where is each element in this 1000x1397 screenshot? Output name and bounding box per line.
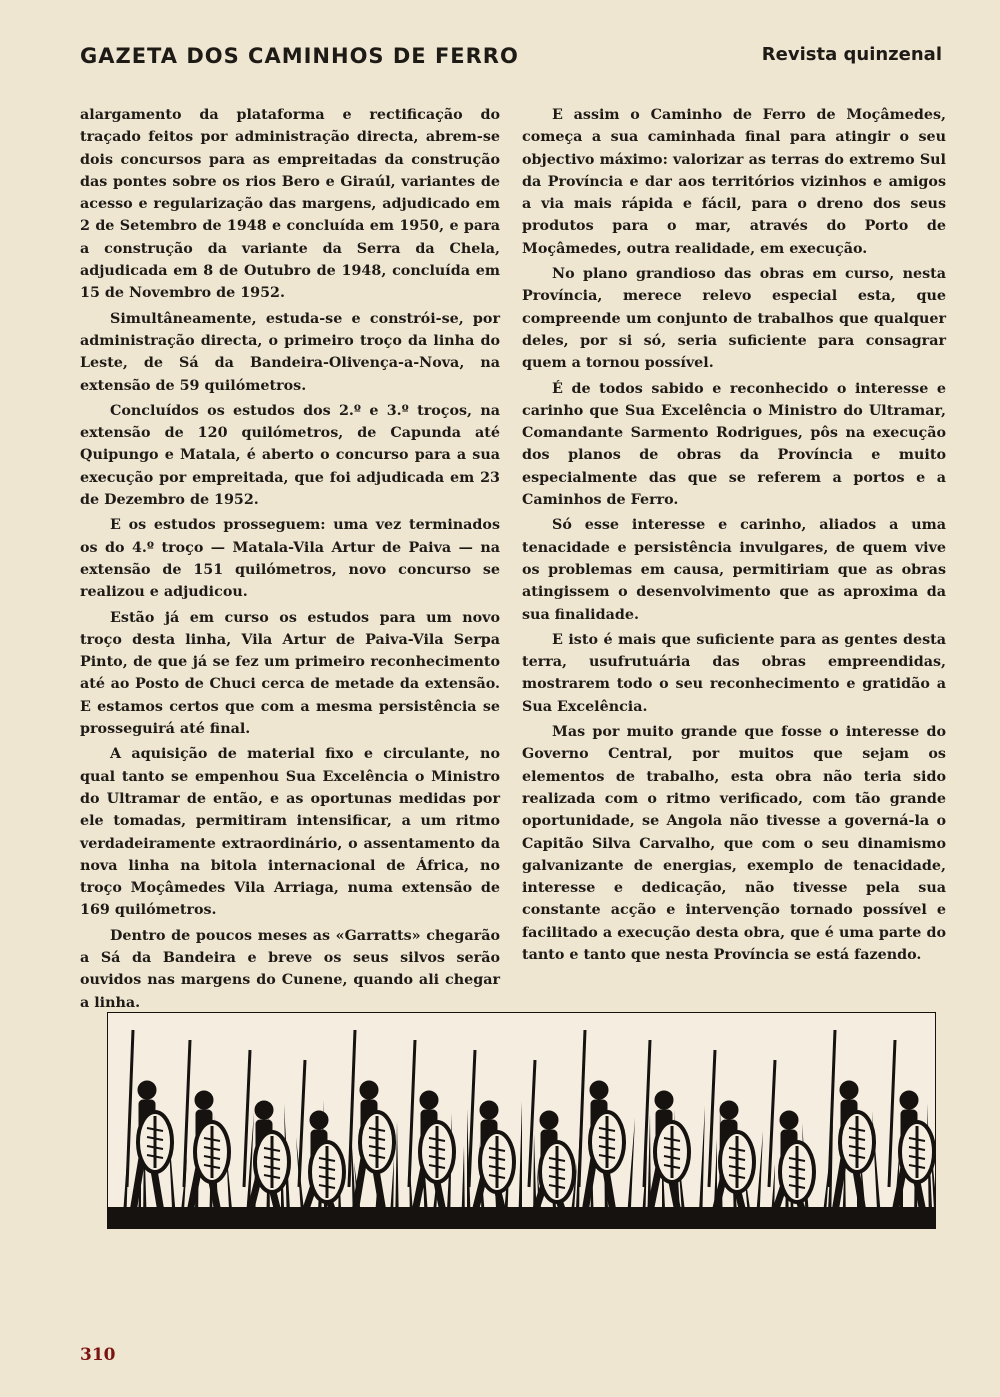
paragraph: A aquisição de material fixo e circulante, no qual tanto se empenhou Sua Excelência o Ministro do Ultramar de então, e as oportunas medidas por ele tomadas, permitiram intensificar, a um ritmo verdadeiramente extraordinário, o assentamento da nova linha na bitola internacional de África, no troço Moçâmedes Vila Arriaga, numa extensão de 169 quilómetros. [80,746,500,919]
publication-title: GAZETA DOS CAMINHOS DE FERRO [80,44,519,68]
paragraph: Concluídos os estudos dos 2.º e 3.º troços, na extensão de 120 quilómetros, de Capunda até Quipungo e Matala, é aberto o concurso para a sua execução por empreitada, que foi adjudicada em 23 de Dezembro de 1952. [80,402,500,509]
paragraph: Só esse interesse e carinho, aliados a uma tenacidade e persistência invulgares, de quem vive os problemas em causa, permitiriam que as obras atingissem o desenvolvimento que as aproxima da sua finalidade. [522,517,946,623]
paragraph: E isto é mais que suficiente para as gentes desta terra, usufrutuária das obras empreendidas, mostrarem todo o seu reconhecimento e gratidão a Sua Excelência. [522,631,946,715]
left-text-column [80,104,500,1017]
paragraph: Dentro de poucos meses as «Garratts» chegarão a Sá da Bandeira e breve os seus silvos serão ouvidos nas margens do Cunene, quando ali chegar a linha. [80,927,500,1011]
warriors-woodcut-image [107,1012,936,1229]
right-text-column [522,104,946,969]
paragraph: No plano grandioso das obras em curso, nesta Província, merece relevo especial esta, que compreende um conjunto de trabalhos que qualquer deles, por si só, seria suficiente para consagrar quem a tornou possível. [522,266,946,372]
woodcut-illustration [107,1012,936,1229]
paragraph: Mas por muito grande que fosse o interesse do Governo Central, por muitos que sejam os elementos de trabalho, esta obra não teria sido realizada com o ritmo verificado, com tão grande oportunidade, se Angola não tivesse a governá-la o Capitão Silva Carvalho, que com o seu dinamismo galvanizante de energias, exemplo de tenacidade, interesse e dedicação, não tivesse pela sua constante acção e intervenção tornado possível e facilitado a execução desta obra, que é uma parte do tanto e tanto que nesta Província se está fazendo. [522,724,946,963]
paragraph: alargamento da plataforma e rectificação do traçado feitos por administração directa, abrem-se dois concursos para as empreitadas da construção das pontes sobre os rios Bero e Giraúl, variantes de acesso e regularização das margens, adjudicado em 2 de Setembro de 1948 e concluída em 1950, e para a construção da variante da Serra da Chela, adjudicada em 8 de Outubro de 1948, concluída em 15 de Novembro de 1952. [80,107,500,302]
publication-subtitle: Revista quinzenal [761,44,942,65]
paragraph: Simultâneamente, estuda-se e constrói-se, por administração directa, o primeiro troço da linha do Leste, de Sá da Bandeira-Olivença-a-Nova, na extensão de 59 quilómetros. [80,310,500,394]
paragraph: E assim o Caminho de Ferro de Moçâmedes, começa a sua caminhada final para atingir o seu objectivo máximo: valorizar as terras do extremo Sul da Província e dar aos territórios vizinhos e amigos a via mais rápida e fácil, para o dreno dos seus produtos para o mar, através do Porto de Moçâmedes, outra realidade, em execução. [522,107,946,257]
page-number: 310 [80,1345,116,1365]
paragraph: E os estudos prosseguem: uma vez terminados os do 4.º troço — Matala-Vila Artur de Paiva — na extensão de 151 quilómetros, novo concurso se realizou e adjudicou. [80,517,500,601]
paragraph: É de todos sabido e reconhecido o interesse e carinho que Sua Excelência o Ministro do Ultramar, Comandante Sarmento Rodrigues, pôs na execução dos planos de obras da Província e muito especialmente das que se referem a portos e a Caminhos de Ferro. [522,380,946,509]
paragraph: Estão já em curso os estudos para um novo troço desta linha, Vila Artur de Paiva-Vila Serpa Pinto, de que já se fez um primeiro reconhecimento até ao Posto de Chuci cerca de metade da extensão. E estamos certos que com a mesma persistência se prosseguirá até final. [80,609,500,738]
